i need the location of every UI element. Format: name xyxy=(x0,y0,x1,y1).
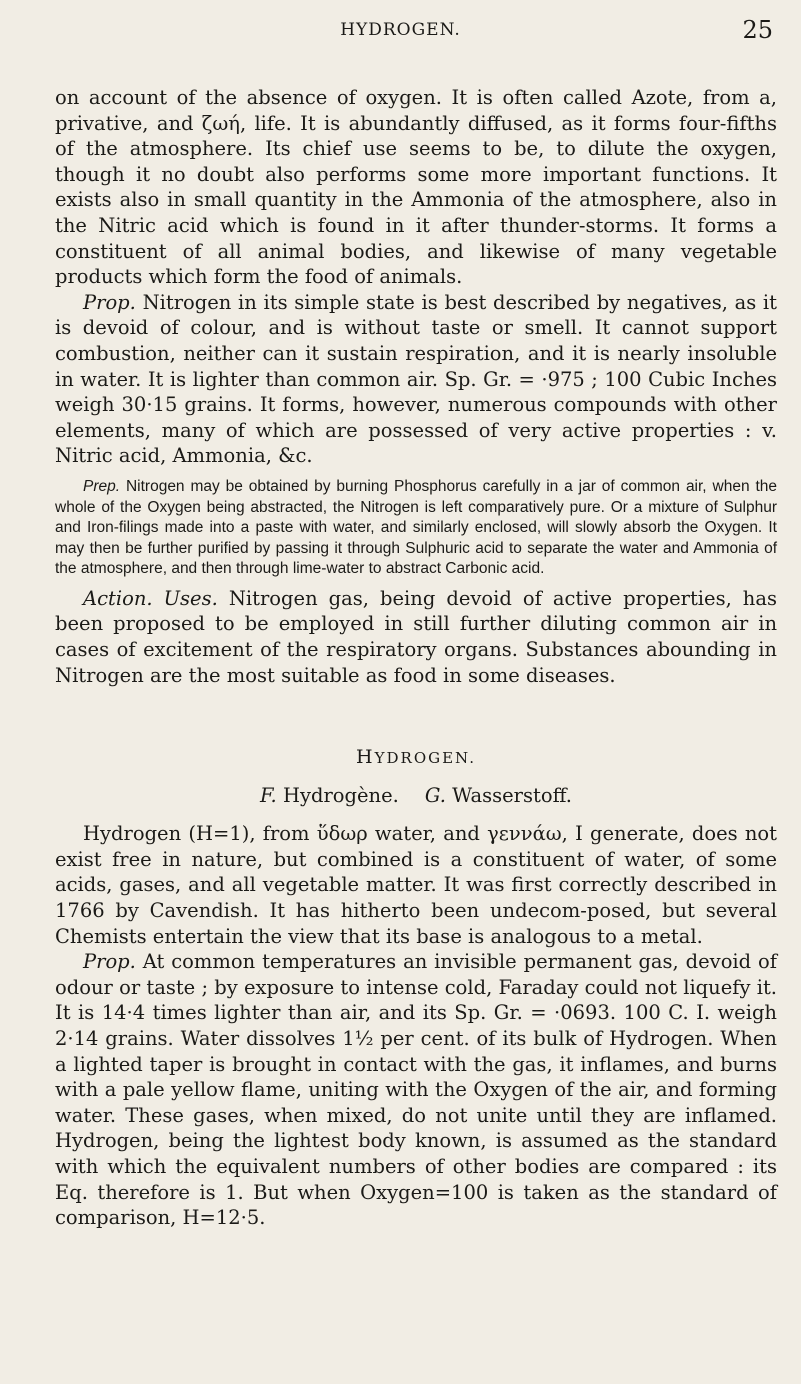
french-name: Hydrogène. xyxy=(282,784,399,808)
nitrogen-preparation-paragraph xyxy=(55,477,777,580)
nitrogen-action-paragraph xyxy=(55,586,777,688)
german-label: G. xyxy=(424,784,446,808)
running-head-title: HYDROGEN. xyxy=(340,20,461,40)
running-head xyxy=(0,12,801,52)
body-text xyxy=(55,85,777,1231)
prop-label: Prop. xyxy=(83,290,136,314)
hydrogen-properties-text: At common temperatures an invisible permanent gas, devoid of odour or taste ; by exposure to intense cold, Faraday could not liquefy it. It is 14·4 times lighter than air, and its Sp. Gr. = ·0693. 100 C. I. weigh 2·14 grains. Water dissolves 1½ per cent. of its bulk of Hydrogen. When a lighted taper is brought in contact with the gas, it inflames, and burns with a pale yellow flame, uniting with the Oxygen of the air, and forming water. These gases, when mixed, do not unite until they are inflamed. Hydrogen, being the lightest body known, is assumed as the standard with which the equivalent numbers of other bodies are compared : its Eq. therefore is 1. But when Oxygen=100 is taken as the standard of comparison, H=12·5. xyxy=(55,950,778,1230)
french-label: F. xyxy=(260,784,277,808)
heading-rest: YDROGEN. xyxy=(374,749,476,768)
german-name: Wasserstoff. xyxy=(452,784,572,808)
heading-initial: H xyxy=(356,746,375,769)
hydrogen-prop-label: Prop. xyxy=(83,950,136,974)
nitrogen-preparation-text: Nitrogen may be obtained by burning Phosphorus carefully in a jar of common air, when the whole of the Oxygen being abstracted, the Nitrogen is left comparatively pure. Or a mixture of Sulphur and Iron-filings made into a paste with water, and similarly enclosed, will slowly absorb the Oxygen. It may then be further purified by passing it through Sulphuric acid to separate the water and Ammonia of the atmosphere, and then through lime-water to abstract Carbonic acid. xyxy=(55,477,778,578)
hydrogen-intro-paragraph: Hydrogen (H=1), from ὕδωρ water, and γεννάω, I generate, does not exist free in nature, but combined is a constituent of water, of some acids, gases, and all vegetable matter. It was first correctly described in 1766 by Cavendish. It has hitherto been undecom-posed, but several Chemists entertain the view that its base is analogous to a metal. xyxy=(55,822,777,948)
section-heading-hydrogen xyxy=(55,746,777,768)
nitrogen-properties-text: Nitrogen in its simple state is best described by negatives, as it is devoid of colour, and is without taste or smell. It cannot support combustion, neither can it sustain respiration, and it is nearly insoluble in water. It is lighter than common air. Sp. Gr. = ·975 ; 100 Cubic Inches weigh 30·15 grains. It forms, however, numerous compounds with other elements, many of which are possessed of very active properties : v. Nitric acid, Ammonia, &c. xyxy=(55,290,778,468)
foreign-names xyxy=(55,784,777,807)
hydrogen-properties-paragraph xyxy=(55,949,777,1231)
prep-label: Prep. xyxy=(83,477,121,495)
action-uses-label: Action. Uses. xyxy=(83,586,218,610)
nitrogen-properties-paragraph xyxy=(55,290,777,469)
page-number: 25 xyxy=(742,16,773,44)
nitrogen-continued-paragraph: on account of the absence of oxygen. It is often called Azote, from a, privative, and ζωή, life. It is abundantly diffused, as it forms four-fifths of the atmosphere. Its chief use seems to be, to dilute the oxygen, though it no doubt also performs some more important functions. It exists also in small quantity in the Ammonia of the atmosphere, also in the Nitric acid which is found in it after thunder-storms. It forms a constituent of all animal bodies, and likewise of many vegetable products which form the food of animals. xyxy=(55,86,777,289)
nitrogen-action-text: Nitrogen gas, being devoid of active properties, has been proposed to be employed in still further diluting common air in cases of excitement of the respiratory organs. Substances abounding in Nitrogen are the most suitable as food in some diseases. xyxy=(55,586,778,687)
